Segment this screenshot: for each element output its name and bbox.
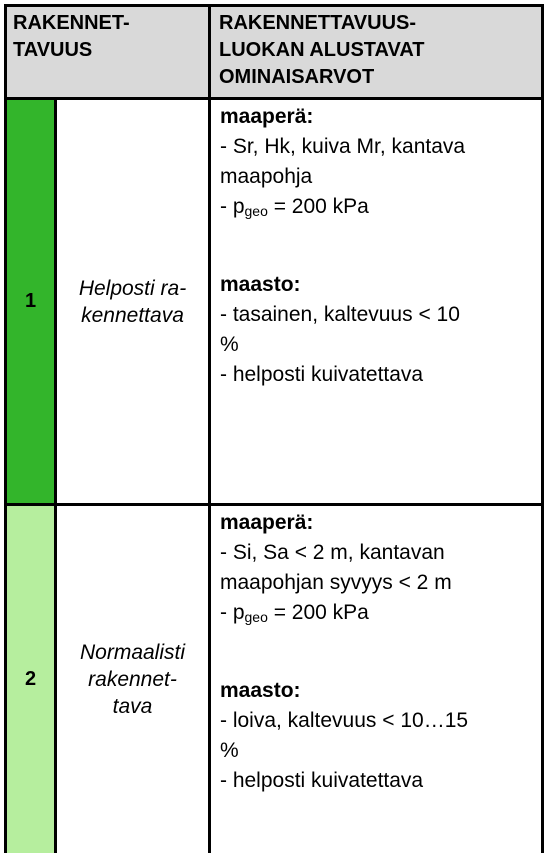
row-1-terrain-line-2: % (220, 333, 239, 356)
row-2-class-line-2: rakennet- (88, 668, 177, 691)
header-buildability (7, 7, 208, 97)
row-2-pressure: - $p_{geo} = 200$ kPa (220, 601, 369, 625)
header-buildability-line-1: RAKENNET- (13, 12, 130, 34)
row-1-soil-heading: maaperä: (220, 105, 314, 128)
header-properties-line-2: LUOKAN ALUSTAVAT (219, 39, 425, 61)
row-2-number: 2 (24, 668, 37, 690)
header-bottom-rule (4, 97, 544, 100)
header-properties-line-3: OMINAISARVOT (219, 66, 375, 88)
row-1-pressure: - $p_{geo} = 200$ kPa (220, 195, 369, 219)
row-1-class-name (57, 100, 208, 503)
row-1-number: 1 (24, 290, 37, 312)
row-2-soil-heading: maaperä: (220, 511, 314, 534)
header-properties-line-1: RAKENNETTAVUUS- (219, 12, 417, 34)
row-2-terrain-line-2: % (220, 739, 239, 762)
row-2-class-number (7, 506, 54, 853)
number-column-rule-1 (54, 100, 57, 503)
row-2-terrain-heading: maasto: (220, 679, 301, 702)
row-2-terrain-line-1: - loiva, kaltevuus < 10…15 (220, 709, 469, 732)
number-column-rule-2 (54, 506, 57, 853)
row-1-soil-line-2: maapohja (220, 165, 313, 188)
row-1-class-number (7, 100, 54, 503)
row-1-properties (211, 100, 541, 503)
row-1-terrain-heading: maasto: (220, 273, 301, 296)
row-2-class-line-3: tava (112, 695, 153, 718)
row-2-soil-line-1: - Si, Sa < 2 m, kantavan (220, 541, 445, 564)
row-1-terrain-line-1: - tasainen, kaltevuus < 10 (220, 303, 460, 326)
column-divider (208, 4, 211, 853)
row-2-class-name (57, 506, 208, 853)
table-border-left (4, 4, 7, 853)
row-2-class-line-1: Normaalisti (79, 641, 186, 664)
row-2-properties (211, 506, 541, 853)
row-2-soil-line-2: maapohjan syvyys < 2 m (220, 571, 452, 594)
row-divider (4, 503, 544, 506)
header-initial-properties (211, 7, 541, 97)
row-1-class-line-1: Helposti ra- (78, 276, 187, 300)
table-border-right (541, 4, 544, 853)
table-border-top (4, 4, 544, 7)
header-buildability-line-2: TAVUUS (13, 39, 93, 61)
row-1-terrain-line-3: - helposti kuivatettava (220, 363, 424, 386)
row-1-class-line-2: kennettava (81, 303, 184, 327)
row-1-soil-line-1: - Sr, Hk, kuiva Mr, kantava (220, 135, 466, 158)
row-2-terrain-line-3: - helposti kuivatettava (220, 769, 424, 792)
